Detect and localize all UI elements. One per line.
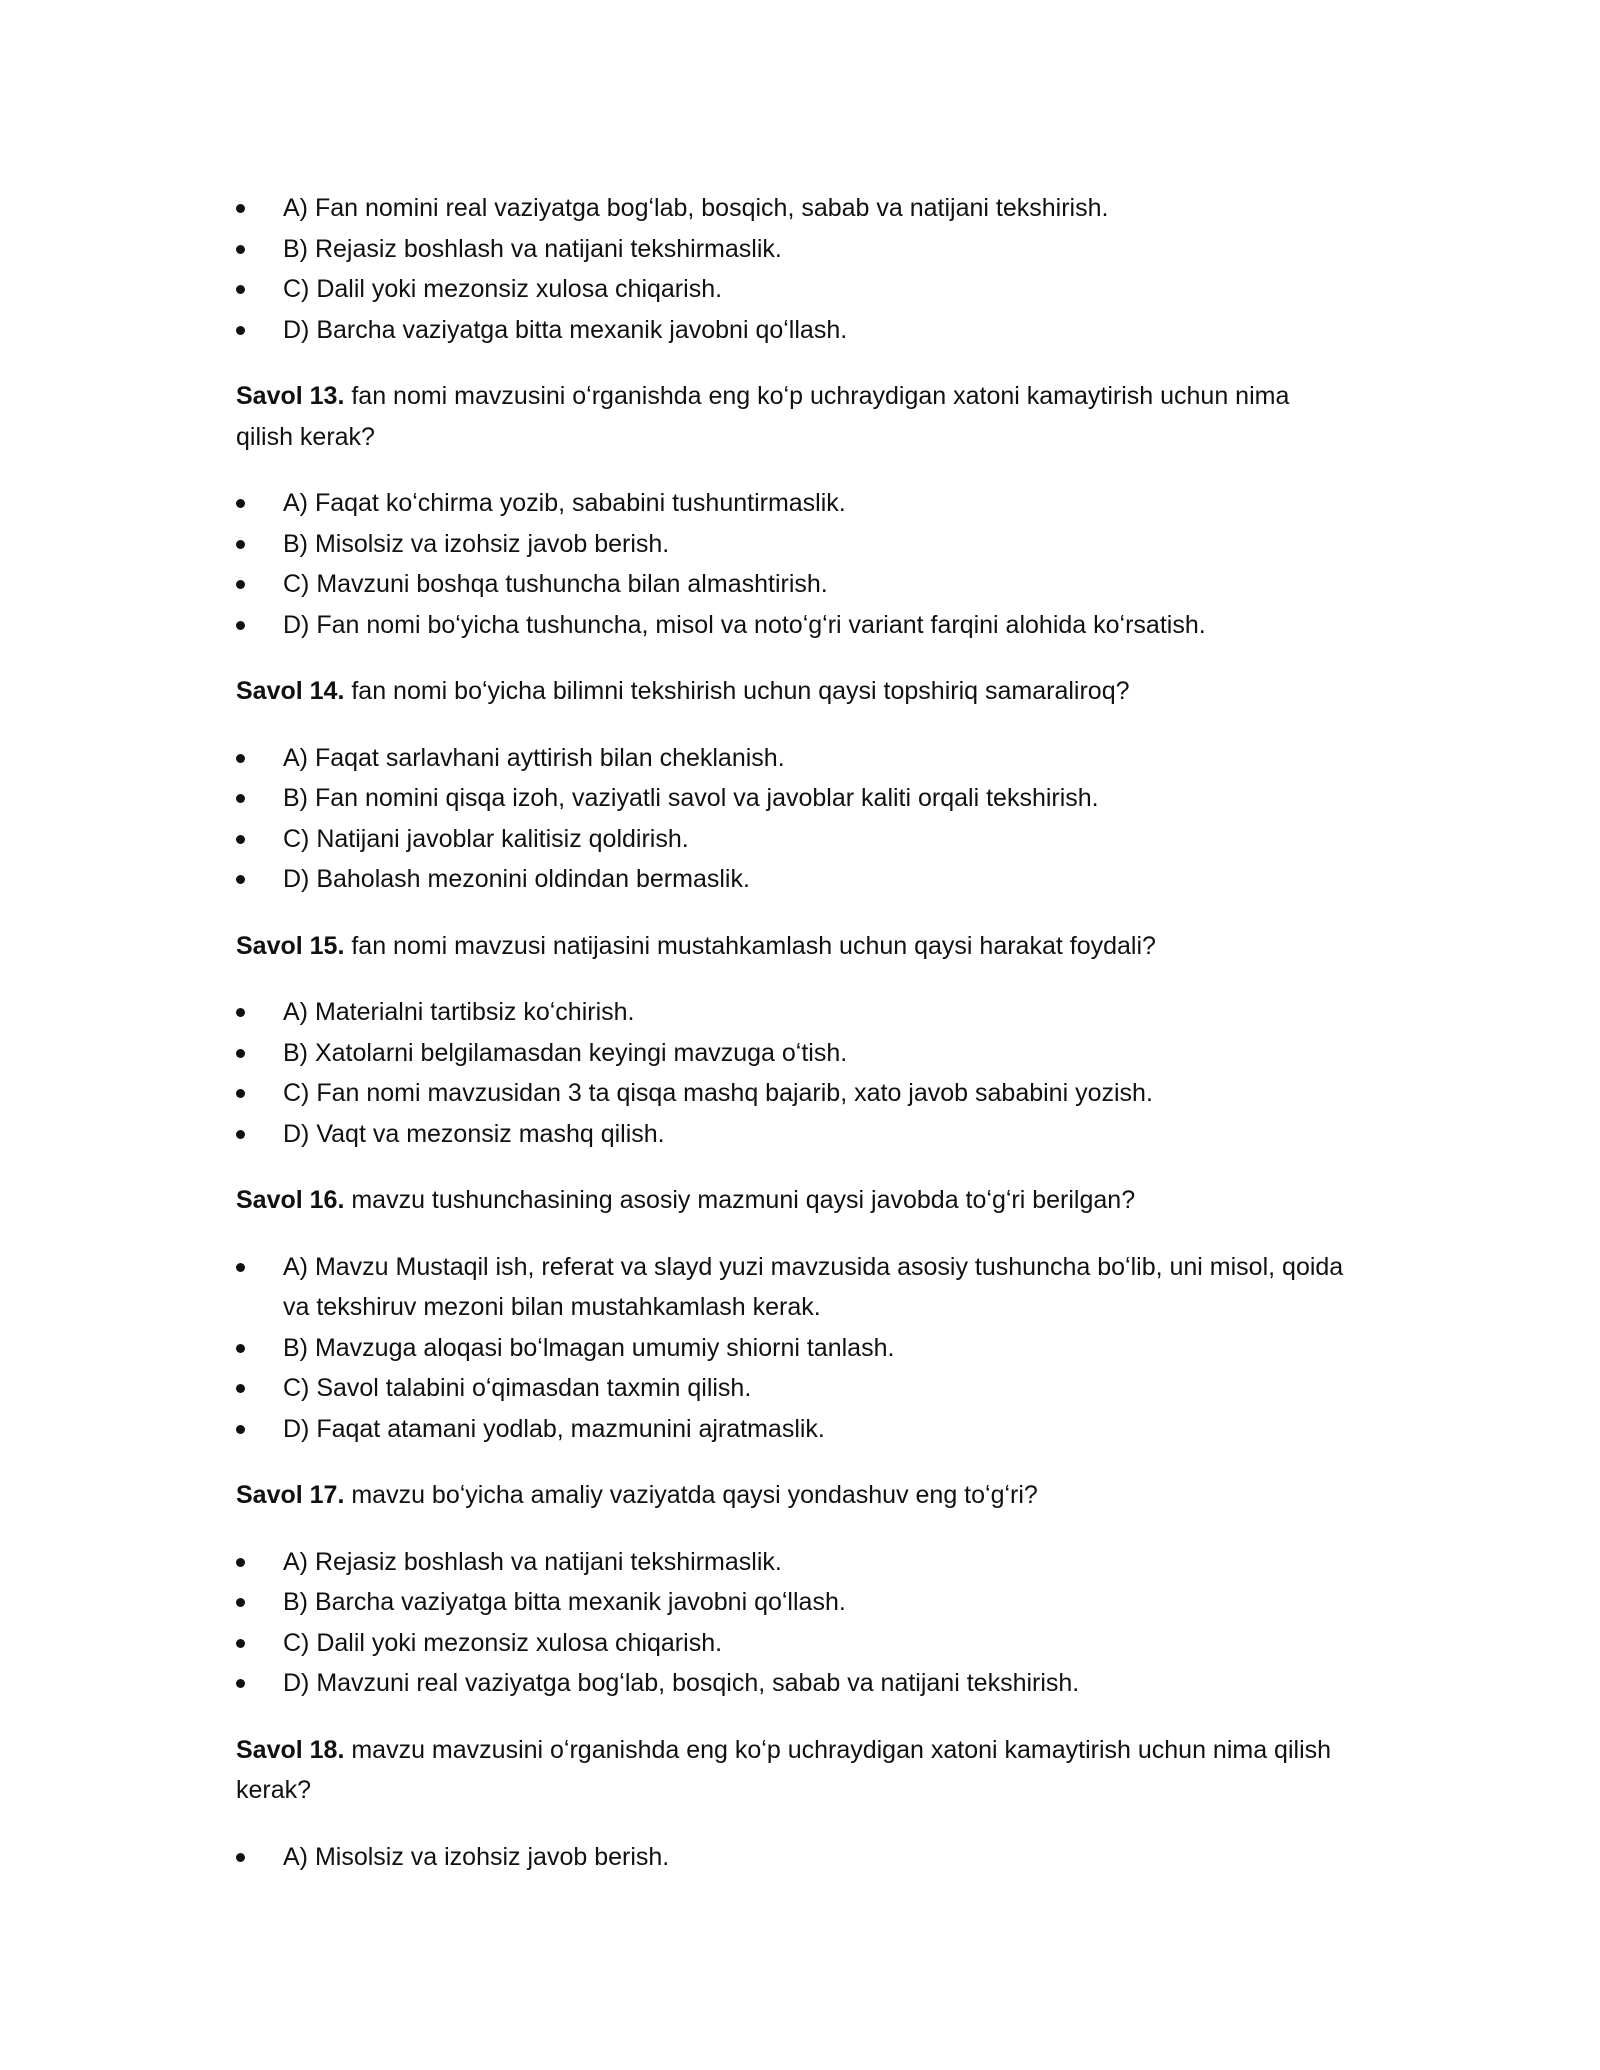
option-text: A) Misolsiz va izohsiz javob berish. bbox=[283, 1842, 670, 1871]
list-item bbox=[236, 605, 1350, 646]
bullet-icon bbox=[236, 1008, 245, 1017]
question-number: Savol 15. bbox=[236, 931, 345, 960]
option-text: D) Barcha vaziyatga bitta mexanik javobni qoʻllash. bbox=[283, 315, 848, 344]
question-text: mavzu mavzusini oʻrganishda eng koʻp uchraydigan xatoni kamaytirish uchun nima qilish kerak? bbox=[236, 1735, 1332, 1804]
bullet-icon bbox=[236, 1049, 245, 1058]
question-text: mavzu tushunchasining asosiy mazmuni qaysi javobda toʻgʻri berilgan? bbox=[344, 1186, 1136, 1214]
list-item bbox=[236, 269, 1350, 310]
question-paragraph bbox=[236, 1180, 1350, 1221]
option-list bbox=[236, 738, 1350, 900]
bullet-icon bbox=[236, 1130, 245, 1139]
list-item bbox=[236, 992, 1350, 1033]
bullet-icon bbox=[236, 1558, 245, 1567]
list-item bbox=[236, 1114, 1350, 1155]
question-number: Savol 18. bbox=[236, 1735, 345, 1764]
list-item bbox=[236, 819, 1350, 860]
option-text: D) Mavzuni real vaziyatga bogʻlab, bosqich, sabab va natijani tekshirish. bbox=[283, 1669, 1080, 1697]
option-list bbox=[236, 188, 1350, 350]
bullet-icon bbox=[236, 1639, 245, 1648]
option-text: C) Natijani javoblar kalitisiz qoldirish. bbox=[283, 824, 689, 853]
bullet-icon bbox=[236, 285, 245, 294]
question-text: fan nomi mavzusi natijasini mustahkamlash uchun qaysi harakat foydali? bbox=[344, 931, 1156, 960]
list-item bbox=[236, 1328, 1350, 1369]
list-item bbox=[236, 229, 1350, 270]
bullet-icon bbox=[236, 754, 245, 763]
list-item bbox=[236, 1247, 1350, 1328]
list-item bbox=[236, 1409, 1350, 1450]
bullet-icon bbox=[236, 1425, 245, 1434]
question-number: Savol 14. bbox=[236, 677, 345, 705]
list-item bbox=[236, 859, 1350, 900]
list-item bbox=[236, 524, 1350, 565]
option-text: A) Fan nomini real vaziyatga bogʻlab, bosqich, sabab va natijani tekshirish. bbox=[283, 194, 1109, 222]
option-text: C) Fan nomi mavzusidan 3 ta qisqa mashq bajarib, xato javob sababini yozish. bbox=[283, 1079, 1153, 1107]
question-paragraph bbox=[236, 376, 1350, 457]
question-number: Savol 16. bbox=[236, 1186, 345, 1214]
bullet-icon bbox=[236, 1598, 245, 1607]
option-list bbox=[236, 1247, 1350, 1450]
option-text: A) Faqat sarlavhani ayttirish bilan cheklanish. bbox=[283, 743, 785, 772]
list-item bbox=[236, 483, 1350, 524]
list-item bbox=[236, 310, 1350, 351]
option-text: D) Faqat atamani yodlab, mazmunini ajratmaslik. bbox=[283, 1414, 825, 1443]
question-number: Savol 17. bbox=[236, 1481, 345, 1509]
bullet-icon bbox=[236, 794, 245, 803]
bullet-icon bbox=[236, 875, 245, 884]
bullet-icon bbox=[236, 1089, 245, 1098]
list-item bbox=[236, 1542, 1350, 1583]
option-text: C) Mavzuni boshqa tushuncha bilan almashtirish. bbox=[283, 570, 828, 598]
option-text: C) Savol talabini oʻqimasdan taxmin qilish. bbox=[283, 1374, 752, 1402]
question-paragraph bbox=[236, 671, 1350, 712]
list-item bbox=[236, 738, 1350, 779]
option-text: A) Materialni tartibsiz koʻchirish. bbox=[283, 998, 635, 1026]
option-list bbox=[236, 483, 1350, 645]
option-text: C) Dalil yoki mezonsiz xulosa chiqarish. bbox=[283, 275, 723, 303]
bullet-icon bbox=[236, 204, 245, 213]
question-paragraph bbox=[236, 1730, 1350, 1811]
option-text: B) Misolsiz va izohsiz javob berish. bbox=[283, 529, 670, 558]
bullet-icon bbox=[236, 540, 245, 549]
option-text: D) Fan nomi boʻyicha tushuncha, misol va notoʻgʻri variant farqini alohida koʻrsatish. bbox=[283, 610, 1206, 639]
bullet-icon bbox=[236, 1679, 245, 1688]
bullet-icon bbox=[236, 1344, 245, 1353]
question-number: Savol 13. bbox=[236, 382, 345, 410]
bullet-icon bbox=[236, 1263, 245, 1272]
option-text: D) Vaqt va mezonsiz mashq qilish. bbox=[283, 1119, 665, 1148]
question-text: fan nomi boʻyicha bilimni tekshirish uchun qaysi topshiriq samaraliroq? bbox=[344, 677, 1130, 705]
list-item bbox=[236, 1073, 1350, 1114]
option-text: B) Mavzuga aloqasi boʻlmagan umumiy shiorni tanlash. bbox=[283, 1333, 895, 1362]
bullet-icon bbox=[236, 1384, 245, 1393]
list-item bbox=[236, 188, 1350, 229]
bullet-icon bbox=[236, 621, 245, 630]
list-item bbox=[236, 1623, 1350, 1664]
bullet-icon bbox=[236, 326, 245, 335]
option-text: A) Mavzu Mustaqil ish, referat va slayd yuzi mavzusida asosiy tushuncha boʻlib, uni misol, qoida va tekshiruv mezoni bilan mustahkamlash kerak. bbox=[283, 1252, 1344, 1321]
bullet-icon bbox=[236, 835, 245, 844]
option-text: A) Rejasiz boshlash va natijani tekshirmaslik. bbox=[283, 1547, 782, 1576]
question-text: fan nomi mavzusini oʻrganishda eng koʻp uchraydigan xatoni kamaytirish uchun nima qilish kerak? bbox=[236, 382, 1290, 451]
list-item bbox=[236, 1368, 1350, 1409]
option-text: C) Dalil yoki mezonsiz xulosa chiqarish. bbox=[283, 1628, 723, 1657]
list-item bbox=[236, 564, 1350, 605]
list-item bbox=[236, 1663, 1350, 1704]
bullet-icon bbox=[236, 499, 245, 508]
option-list bbox=[236, 1837, 1350, 1878]
bullet-icon bbox=[236, 580, 245, 589]
option-list bbox=[236, 1542, 1350, 1704]
list-item bbox=[236, 1837, 1350, 1878]
option-text: B) Rejasiz boshlash va natijani tekshirmaslik. bbox=[283, 234, 782, 263]
option-text: B) Xatolarni belgilamasdan keyingi mavzuga oʻtish. bbox=[283, 1038, 848, 1067]
option-text: D) Baholash mezonini oldindan bermaslik. bbox=[283, 865, 750, 893]
question-paragraph bbox=[236, 926, 1350, 967]
list-item bbox=[236, 1033, 1350, 1074]
option-text: B) Barcha vaziyatga bitta mexanik javobni qoʻllash. bbox=[283, 1588, 846, 1616]
list-item bbox=[236, 778, 1350, 819]
option-text: A) Faqat koʻchirma yozib, sababini tushuntirmaslik. bbox=[283, 489, 846, 517]
option-list bbox=[236, 992, 1350, 1154]
bullet-icon bbox=[236, 245, 245, 254]
option-text: B) Fan nomini qisqa izoh, vaziyatli savol va javoblar kaliti orqali tekshirish. bbox=[283, 784, 1099, 812]
bullet-icon bbox=[236, 1853, 245, 1862]
list-item bbox=[236, 1582, 1350, 1623]
question-paragraph bbox=[236, 1475, 1350, 1516]
question-text: mavzu boʻyicha amaliy vaziyatda qaysi yondashuv eng toʻgʻri? bbox=[344, 1481, 1038, 1509]
